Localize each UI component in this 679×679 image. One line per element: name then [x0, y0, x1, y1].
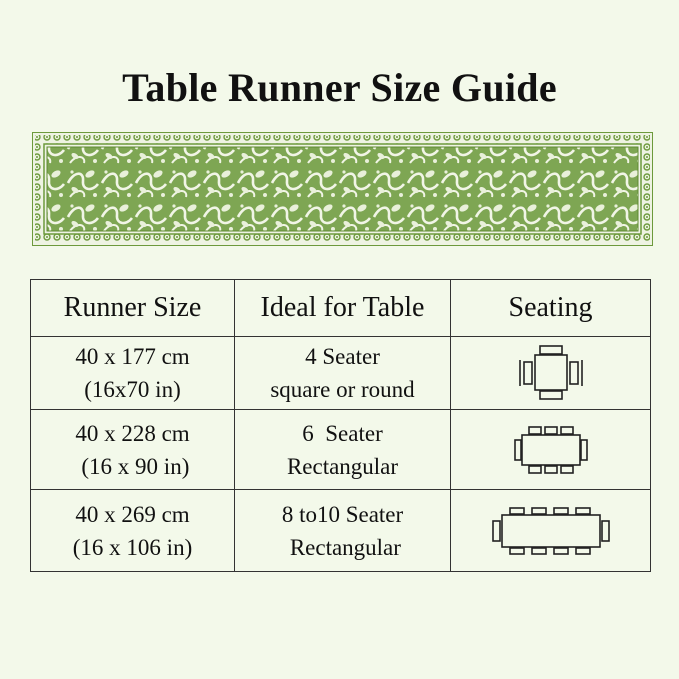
runner-size-cell: 40 x 269 cm (16 x 106 in)	[31, 490, 235, 572]
runner-size-cell: 40 x 177 cm (16x70 in)	[31, 337, 235, 410]
table-runner-image	[32, 132, 653, 246]
table-row	[31, 410, 651, 490]
4-seat-square-table-icon	[516, 343, 586, 403]
table-row	[31, 490, 651, 572]
runner-size-cell: 40 x 228 cm (16 x 90 in)	[31, 410, 235, 490]
seating-cell	[451, 410, 651, 490]
8-10-seat-rectangular-table-icon	[490, 505, 612, 557]
seating-cell	[451, 337, 651, 410]
size-guide-table	[30, 279, 651, 572]
ideal-table-cell: 4 Seater square or round	[235, 337, 451, 410]
header-runner-size: Runner Size	[31, 280, 235, 337]
seating-cell	[451, 490, 651, 572]
header-ideal-for-table: Ideal for Table	[235, 280, 451, 337]
ideal-table-cell: 8 to10 Seater Rectangular	[235, 490, 451, 572]
table-row	[31, 337, 651, 410]
ideal-table-cell: 6 Seater Rectangular	[235, 410, 451, 490]
header-seating: Seating	[451, 280, 651, 337]
6-seat-rectangular-table-icon	[513, 423, 589, 477]
page-title: Table Runner Size Guide	[122, 65, 557, 110]
